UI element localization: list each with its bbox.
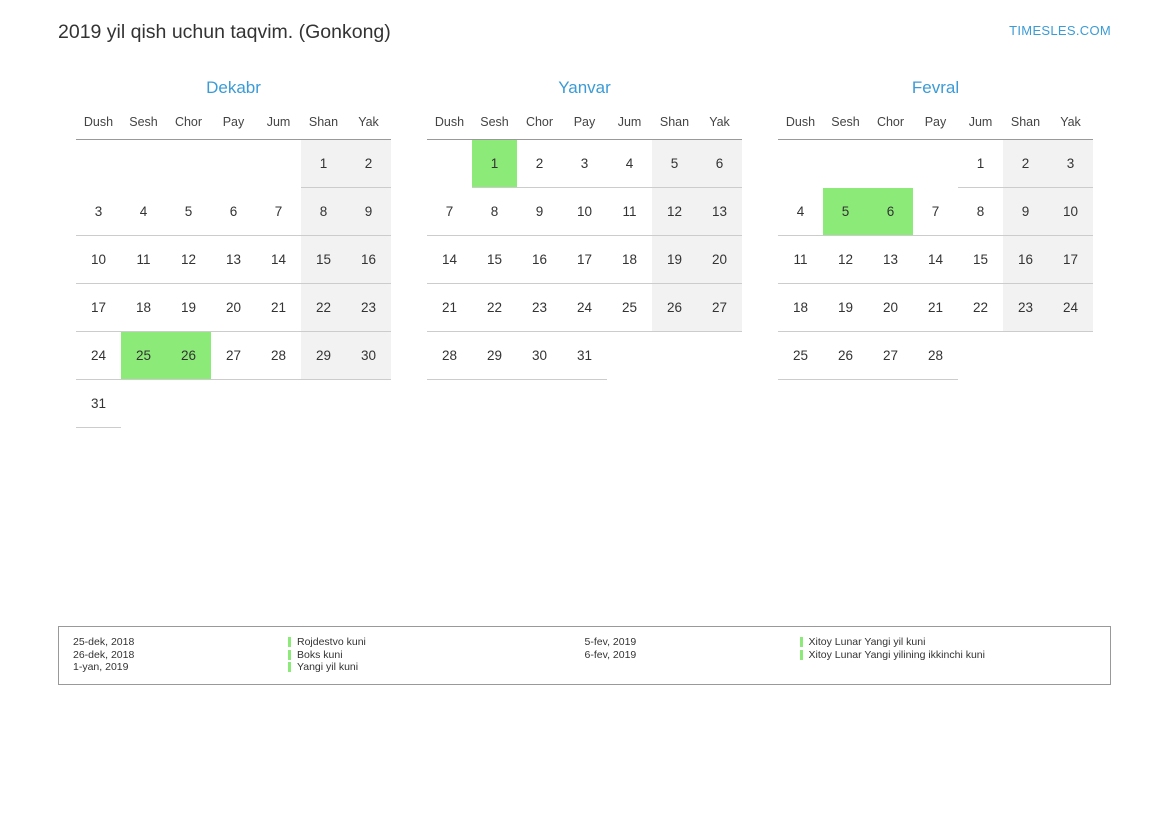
day-cell[interactable]: 20 — [211, 284, 256, 332]
day-cell[interactable]: 19 — [823, 284, 868, 332]
week-row — [778, 188, 1093, 236]
day-cell[interactable]: 28 — [256, 332, 301, 380]
empty-day-cell — [346, 380, 391, 428]
legend-holiday-name: Rojdestvo kuni — [297, 636, 366, 648]
day-cell[interactable]: 24 — [562, 284, 607, 332]
day-cell[interactable]: 20 — [697, 236, 742, 284]
day-cell[interactable]: 9 — [1003, 188, 1048, 236]
week-row — [427, 140, 742, 188]
month-grid — [778, 112, 1093, 380]
day-cell[interactable]: 15 — [472, 236, 517, 284]
legend-entry — [288, 649, 366, 662]
day-cell[interactable]: 9 — [517, 188, 562, 236]
legend-entry — [288, 661, 366, 674]
weekday-header: Pay — [222, 115, 245, 129]
weekday-header: Chor — [876, 115, 905, 129]
day-cell[interactable]: 10 — [76, 236, 121, 284]
day-cell[interactable]: 17 — [562, 236, 607, 284]
empty-day-cell — [778, 140, 823, 188]
day-cell[interactable]: 22 — [301, 284, 346, 332]
week-row — [76, 380, 391, 428]
legend-color-swatch-icon — [288, 650, 291, 660]
day-cell[interactable]: 5 — [652, 140, 697, 188]
day-cell[interactable]: 2 — [1003, 140, 1048, 188]
day-cell[interactable]: 15 — [301, 236, 346, 284]
holiday-day-cell[interactable]: 6 — [868, 188, 913, 236]
weekday-header: Chor — [525, 115, 554, 129]
page-header — [58, 18, 1111, 52]
day-cell[interactable]: 12 — [166, 236, 211, 284]
legend-dates-right — [585, 636, 800, 674]
empty-day-cell — [1003, 332, 1048, 380]
legend-color-swatch-icon — [288, 637, 291, 647]
weekday-header: Chor — [174, 115, 203, 129]
legend-column-right — [585, 636, 1097, 674]
legend-date: 26-dek, 2018 — [73, 648, 135, 661]
day-cell[interactable]: 13 — [868, 236, 913, 284]
day-cell[interactable]: 23 — [1003, 284, 1048, 332]
week-row — [76, 236, 391, 284]
empty-day-cell — [211, 380, 256, 428]
day-cell[interactable]: 23 — [517, 284, 562, 332]
day-cell[interactable]: 5 — [166, 188, 211, 236]
month-block — [58, 78, 409, 428]
legend-date: 25-dek, 2018 — [73, 636, 135, 648]
day-cell[interactable]: 27 — [211, 332, 256, 380]
legend-entry — [800, 636, 985, 649]
weekday-header: Sesh — [480, 115, 509, 129]
day-cell[interactable]: 24 — [1048, 284, 1093, 332]
day-cell[interactable]: 17 — [1048, 236, 1093, 284]
empty-day-cell — [256, 380, 301, 428]
legend-color-swatch-icon — [288, 662, 291, 672]
legend-entry — [288, 636, 366, 649]
week-row — [76, 188, 391, 236]
week-row — [76, 332, 391, 380]
empty-day-cell — [76, 140, 121, 188]
day-cell[interactable]: 10 — [562, 188, 607, 236]
day-cell[interactable]: 6 — [697, 140, 742, 188]
legend-holiday-name: Boks kuni — [297, 648, 343, 661]
empty-day-cell — [697, 332, 742, 380]
day-cell[interactable]: 29 — [301, 332, 346, 380]
day-cell[interactable]: 19 — [166, 284, 211, 332]
empty-day-cell — [868, 140, 913, 188]
legend-column-left — [73, 636, 585, 674]
day-cell[interactable]: 7 — [913, 188, 958, 236]
day-cell[interactable]: 10 — [1048, 188, 1093, 236]
weekday-header: Shan — [659, 115, 690, 129]
holiday-legend — [58, 626, 1111, 685]
day-cell[interactable]: 7 — [256, 188, 301, 236]
day-cell[interactable]: 25 — [607, 284, 652, 332]
legend-names-right — [800, 636, 985, 674]
day-cell[interactable]: 21 — [256, 284, 301, 332]
day-cell[interactable]: 26 — [823, 332, 868, 380]
weekday-header: Sesh — [831, 115, 860, 129]
day-cell[interactable]: 27 — [697, 284, 742, 332]
month-title: Dekabr — [206, 78, 261, 97]
page-title: 2019 yil qish uchun taqvim. (Gonkong) — [58, 21, 391, 43]
weekday-header: Pay — [573, 115, 596, 129]
day-cell[interactable]: 15 — [958, 236, 1003, 284]
day-cell[interactable]: 4 — [778, 188, 823, 236]
week-row — [427, 284, 742, 332]
day-cell[interactable]: 29 — [472, 332, 517, 380]
weekday-header: Jum — [617, 115, 642, 129]
week-row — [778, 284, 1093, 332]
weekday-header: Jum — [266, 115, 291, 129]
day-cell[interactable]: 7 — [427, 188, 472, 236]
week-row — [76, 284, 391, 332]
empty-day-cell — [166, 380, 211, 428]
weekday-header: Yak — [709, 115, 730, 129]
day-cell[interactable]: 3 — [562, 140, 607, 188]
day-cell[interactable]: 14 — [913, 236, 958, 284]
empty-day-cell — [121, 380, 166, 428]
week-row — [76, 140, 391, 188]
month-block — [409, 78, 760, 428]
week-row — [427, 236, 742, 284]
day-cell[interactable]: 1 — [301, 140, 346, 188]
day-cell[interactable]: 18 — [607, 236, 652, 284]
legend-color-swatch-icon — [800, 637, 803, 647]
week-row — [427, 188, 742, 236]
day-cell[interactable]: 11 — [778, 236, 823, 284]
empty-day-cell — [211, 140, 256, 188]
weekday-header: Yak — [358, 115, 379, 129]
day-cell[interactable]: 18 — [121, 284, 166, 332]
weekday-header: Dush — [785, 115, 816, 129]
day-cell[interactable]: 20 — [868, 284, 913, 332]
day-cell[interactable]: 2 — [346, 140, 391, 188]
empty-day-cell — [301, 380, 346, 428]
day-cell[interactable]: 28 — [427, 332, 472, 380]
month-grid — [76, 112, 391, 428]
weekday-header: Sesh — [129, 115, 158, 129]
week-row — [778, 140, 1093, 188]
week-row — [427, 332, 742, 380]
holiday-day-cell[interactable]: 1 — [472, 140, 517, 188]
day-cell[interactable]: 16 — [1003, 236, 1048, 284]
month-title: Fevral — [911, 78, 960, 97]
legend-color-swatch-icon — [800, 650, 803, 660]
legend-date: 6-fev, 2019 — [584, 648, 637, 661]
month-block — [760, 78, 1111, 428]
empty-day-cell — [652, 332, 697, 380]
empty-day-cell — [913, 140, 958, 188]
day-cell[interactable]: 11 — [121, 236, 166, 284]
empty-day-cell — [166, 140, 211, 188]
day-cell[interactable]: 3 — [1048, 140, 1093, 188]
day-cell[interactable]: 17 — [76, 284, 121, 332]
legend-holiday-name: Yangi yil kuni — [297, 661, 359, 674]
legend-date: 1-yan, 2019 — [73, 661, 129, 674]
legend-holiday-name: Xitoy Lunar Yangi yil kuni — [808, 636, 926, 648]
day-cell[interactable]: 8 — [958, 188, 1003, 236]
empty-day-cell — [823, 140, 868, 188]
day-cell[interactable]: 4 — [607, 140, 652, 188]
day-cell[interactable]: 12 — [823, 236, 868, 284]
legend-dates-left — [73, 636, 288, 674]
day-cell[interactable]: 11 — [607, 188, 652, 236]
day-cell[interactable]: 8 — [472, 188, 517, 236]
empty-day-cell — [1048, 332, 1093, 380]
day-cell[interactable]: 14 — [256, 236, 301, 284]
day-cell[interactable]: 16 — [517, 236, 562, 284]
day-cell[interactable]: 22 — [958, 284, 1003, 332]
weekday-header: Shan — [1010, 115, 1041, 129]
day-cell[interactable]: 2 — [517, 140, 562, 188]
day-cell[interactable]: 24 — [76, 332, 121, 380]
day-cell[interactable]: 3 — [76, 188, 121, 236]
legend-holiday-name: Xitoy Lunar Yangi yilining ikkinchi kuni — [808, 648, 985, 661]
day-cell[interactable]: 6 — [211, 188, 256, 236]
day-cell[interactable]: 21 — [427, 284, 472, 332]
day-cell[interactable]: 13 — [697, 188, 742, 236]
day-cell[interactable]: 1 — [958, 140, 1003, 188]
holiday-day-cell[interactable]: 5 — [823, 188, 868, 236]
month-grid — [427, 112, 742, 380]
week-row — [778, 332, 1093, 380]
legend-names-left — [288, 636, 366, 674]
weekday-header: Yak — [1060, 115, 1081, 129]
week-row — [778, 236, 1093, 284]
empty-day-cell — [607, 332, 652, 380]
empty-day-cell — [256, 140, 301, 188]
day-cell[interactable]: 13 — [211, 236, 256, 284]
weekday-header: Dush — [83, 115, 114, 129]
day-cell[interactable]: 8 — [301, 188, 346, 236]
month-title: Yanvar — [558, 78, 611, 97]
legend-entry — [800, 649, 985, 662]
calendar-months-container — [58, 78, 1111, 428]
day-cell[interactable]: 27 — [868, 332, 913, 380]
day-cell[interactable]: 30 — [517, 332, 562, 380]
empty-day-cell — [427, 140, 472, 188]
day-cell[interactable]: 28 — [913, 332, 958, 380]
holiday-day-cell[interactable]: 25 — [121, 332, 166, 380]
day-cell[interactable]: 23 — [346, 284, 391, 332]
day-cell[interactable]: 9 — [346, 188, 391, 236]
day-cell[interactable]: 25 — [778, 332, 823, 380]
empty-day-cell — [121, 140, 166, 188]
weekday-header: Pay — [924, 115, 947, 129]
day-cell[interactable]: 31 — [76, 380, 121, 428]
legend-date: 5-fev, 2019 — [584, 636, 637, 648]
weekday-header: Dush — [434, 115, 465, 129]
weekday-header: Jum — [968, 115, 993, 129]
day-cell[interactable]: 26 — [652, 284, 697, 332]
day-cell[interactable]: 31 — [562, 332, 607, 380]
day-cell[interactable]: 18 — [778, 284, 823, 332]
empty-day-cell — [958, 332, 1003, 380]
day-cell[interactable]: 22 — [472, 284, 517, 332]
day-cell[interactable]: 14 — [427, 236, 472, 284]
day-cell[interactable]: 16 — [346, 236, 391, 284]
day-cell[interactable]: 4 — [121, 188, 166, 236]
weekday-header: Shan — [308, 115, 339, 129]
day-cell[interactable]: 21 — [913, 284, 958, 332]
day-cell[interactable]: 19 — [652, 236, 697, 284]
day-cell[interactable]: 12 — [652, 188, 697, 236]
holiday-day-cell[interactable]: 26 — [166, 332, 211, 380]
day-cell[interactable]: 30 — [346, 332, 391, 380]
site-brand[interactable]: TIMESLES.COM — [1009, 23, 1111, 38]
